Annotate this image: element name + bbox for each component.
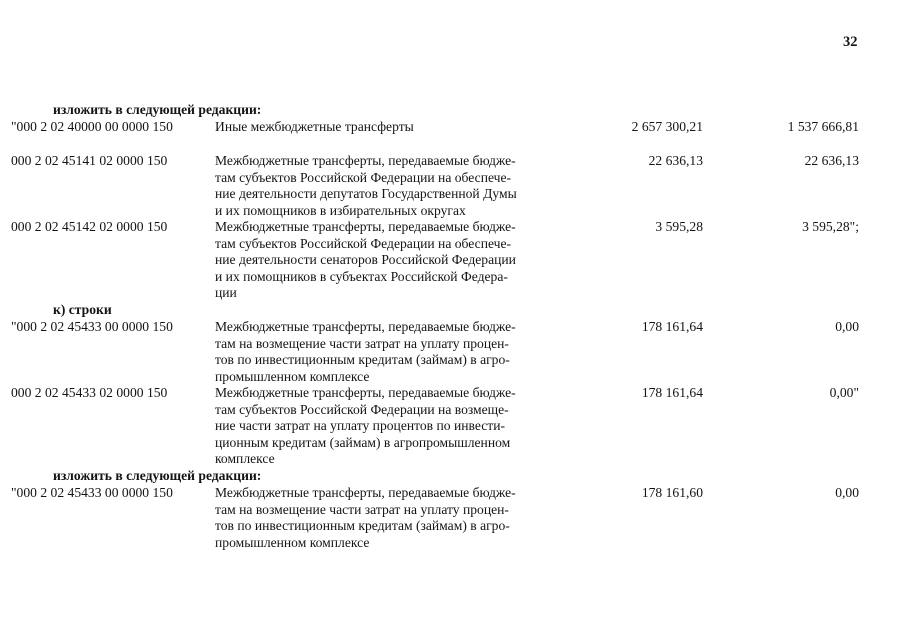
table-row bbox=[0, 219, 904, 302]
table-row bbox=[0, 153, 904, 219]
row-description: Межбюджетные трансферты, передаваемые бюдже- там субъектов Российской Федерации на обеспече- ние деятельности сенаторов Российской Федерации и их помощников в субъектах Российской Федера- ции bbox=[215, 219, 516, 301]
document-body bbox=[0, 102, 904, 551]
amount-first: 2 657 300,21 bbox=[631, 119, 703, 134]
amount-second: 3 595,28"; bbox=[802, 219, 859, 234]
amount-second: 1 537 666,81 bbox=[787, 119, 859, 134]
table-row bbox=[0, 119, 904, 153]
row-description: Межбюджетные трансферты, передаваемые бюдже- там на возмещение части затрат на уплату процен- тов по инвестиционным кредитам (займам) в агро- промышленном комплексе bbox=[215, 485, 516, 550]
row-description: Межбюджетные трансферты, передаваемые бюдже- там на возмещение части затрат на уплату процен- тов по инвестиционным кредитам (займам) в агро- промышленном комплексе bbox=[215, 319, 516, 384]
amount-second: 22 636,13 bbox=[804, 153, 859, 168]
amount-first: 178 161,64 bbox=[641, 385, 703, 400]
budget-code: "000 2 02 45433 00 0000 150 bbox=[11, 485, 173, 500]
page-number: 32 bbox=[843, 34, 858, 50]
intro-line: изложить в следующей редакции: bbox=[53, 468, 262, 483]
amount-first: 178 161,60 bbox=[641, 485, 703, 500]
intro-line: изложить в следующей редакции: bbox=[53, 102, 262, 117]
amount-second: 0,00" bbox=[829, 385, 859, 400]
amount-second: 0,00 bbox=[835, 319, 859, 334]
budget-code: 000 2 02 45433 02 0000 150 bbox=[11, 385, 168, 400]
budget-code: 000 2 02 45142 02 0000 150 bbox=[11, 219, 168, 234]
intro-line: к) строки bbox=[53, 302, 112, 317]
table-row bbox=[0, 385, 904, 468]
amount-first: 22 636,13 bbox=[648, 153, 703, 168]
budget-code: "000 2 02 45433 00 0000 150 bbox=[11, 319, 173, 334]
row-description: Иные межбюджетные трансферты bbox=[215, 119, 414, 134]
row-description: Межбюджетные трансферты, передаваемые бюдже- там субъектов Российской Федерации на возмеще- ние части затрат на уплату процентов по инвести- ционным кредитам (займам) в агропромышленном комплексе bbox=[215, 385, 516, 467]
amount-first: 178 161,64 bbox=[641, 319, 703, 334]
amount-first: 3 595,28 bbox=[655, 219, 703, 234]
amount-second: 0,00 bbox=[835, 485, 859, 500]
row-description: Межбюджетные трансферты, передаваемые бюдже- там субъектов Российской Федерации на обеспече- ние деятельности депутатов Государственной Думы и их помощников в избирательных округах bbox=[215, 153, 517, 218]
budget-code: "000 2 02 40000 00 0000 150 bbox=[11, 119, 173, 134]
budget-code: 000 2 02 45141 02 0000 150 bbox=[11, 153, 168, 168]
table-row bbox=[0, 485, 904, 551]
table-row bbox=[0, 319, 904, 385]
